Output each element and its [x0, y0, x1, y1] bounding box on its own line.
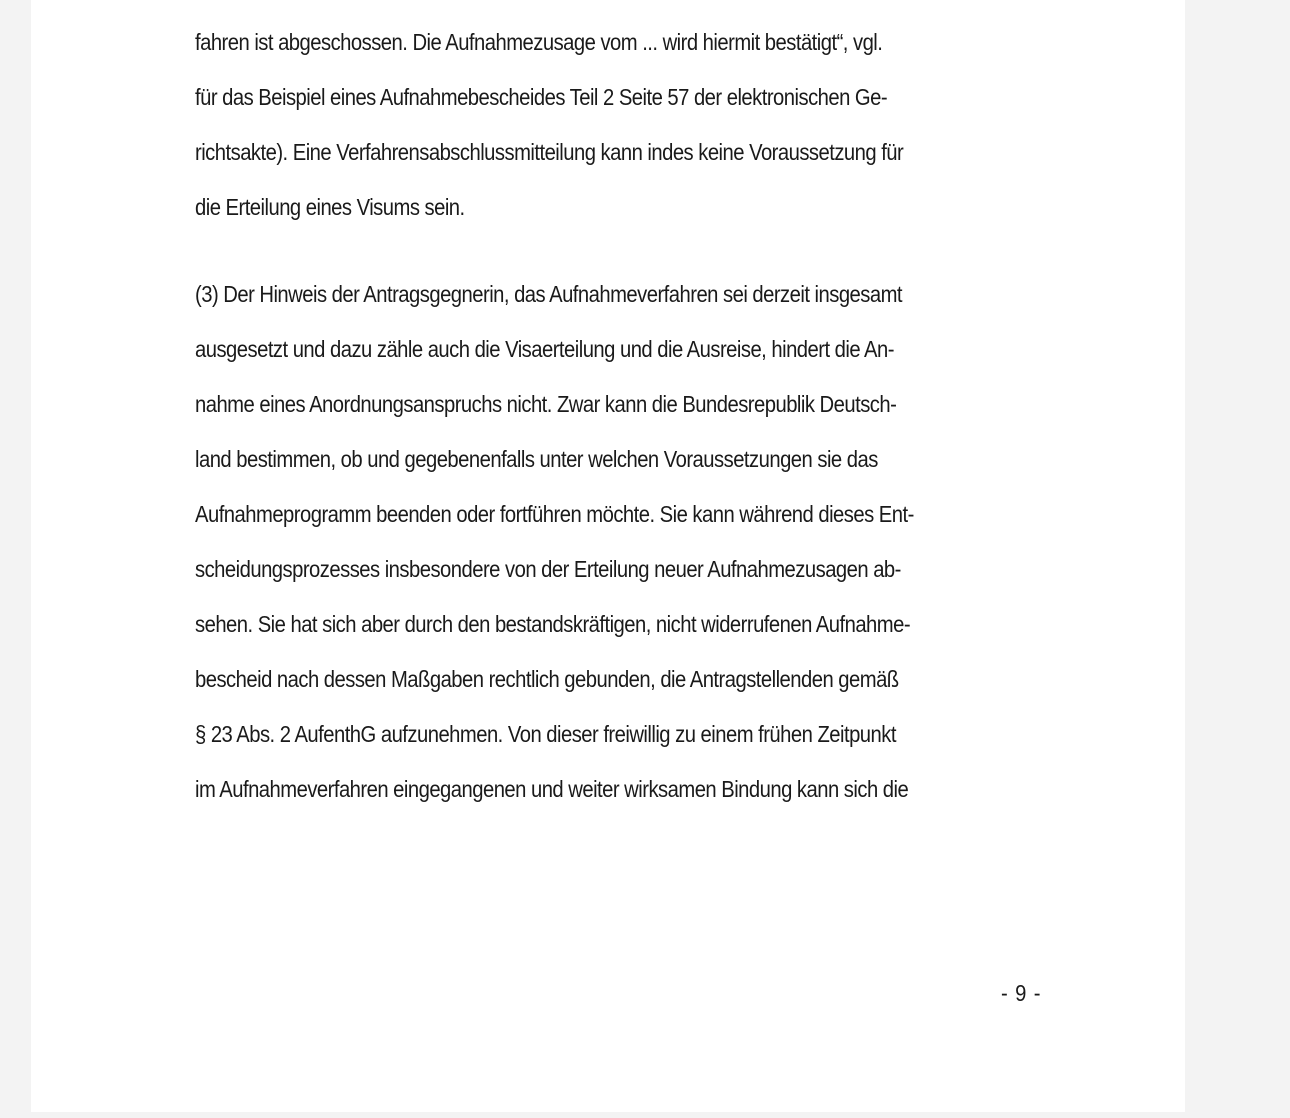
text-line: land bestimmen, ob und gegebenenfalls unter welchen Voraussetzungen sie das	[195, 446, 878, 472]
text-line: ausgesetzt und dazu zähle auch die Visaerteilung und die Ausreise, hindert die An-	[195, 336, 894, 362]
page-number: - 9 -	[1001, 980, 1042, 1006]
text-line: fahren ist abgeschossen. Die Aufnahmezusage vom ... wird hiermit bestätigt“, vgl.	[195, 29, 883, 55]
text-line: für das Beispiel eines Aufnahmebescheides Teil 2 Seite 57 der elektronischen Ge-	[195, 84, 888, 110]
paragraph-1	[195, 15, 1075, 235]
paragraph-2	[195, 267, 1075, 817]
text-line: sehen. Sie hat sich aber durch den bestandskräftigen, nicht widerrufenen Aufnahme-	[195, 611, 911, 637]
page-body-text	[195, 15, 1075, 817]
text-line: (3) Der Hinweis der Antragsgegnerin, das Aufnahmeverfahren sei derzeit insgesamt	[195, 281, 903, 307]
text-line: nahme eines Anordnungsanspruchs nicht. Zwar kann die Bundesrepublik Deutsch-	[195, 391, 897, 417]
text-line: Aufnahmeprogramm beenden oder fortführen möchte. Sie kann während dieses Ent-	[195, 501, 914, 527]
text-line: richtsakte). Eine Verfahrensabschlussmitteilung kann indes keine Voraussetzung für	[195, 139, 904, 165]
text-line: scheidungsprozesses insbesondere von der Erteilung neuer Aufnahmezusagen ab-	[195, 556, 901, 582]
document-page	[31, 0, 1185, 1112]
paragraph-spacer	[195, 235, 1075, 267]
text-line: im Aufnahmeverfahren eingegangenen und weiter wirksamen Bindung kann sich die	[195, 776, 909, 802]
text-line: § 23 Abs. 2 AufenthG aufzunehmen. Von dieser freiwillig zu einem frühen Zeitpunkt	[195, 721, 896, 747]
text-line: bescheid nach dessen Maßgaben rechtlich gebunden, die Antragstellenden gemäß	[195, 666, 899, 692]
text-line: die Erteilung eines Visums sein.	[195, 194, 465, 220]
